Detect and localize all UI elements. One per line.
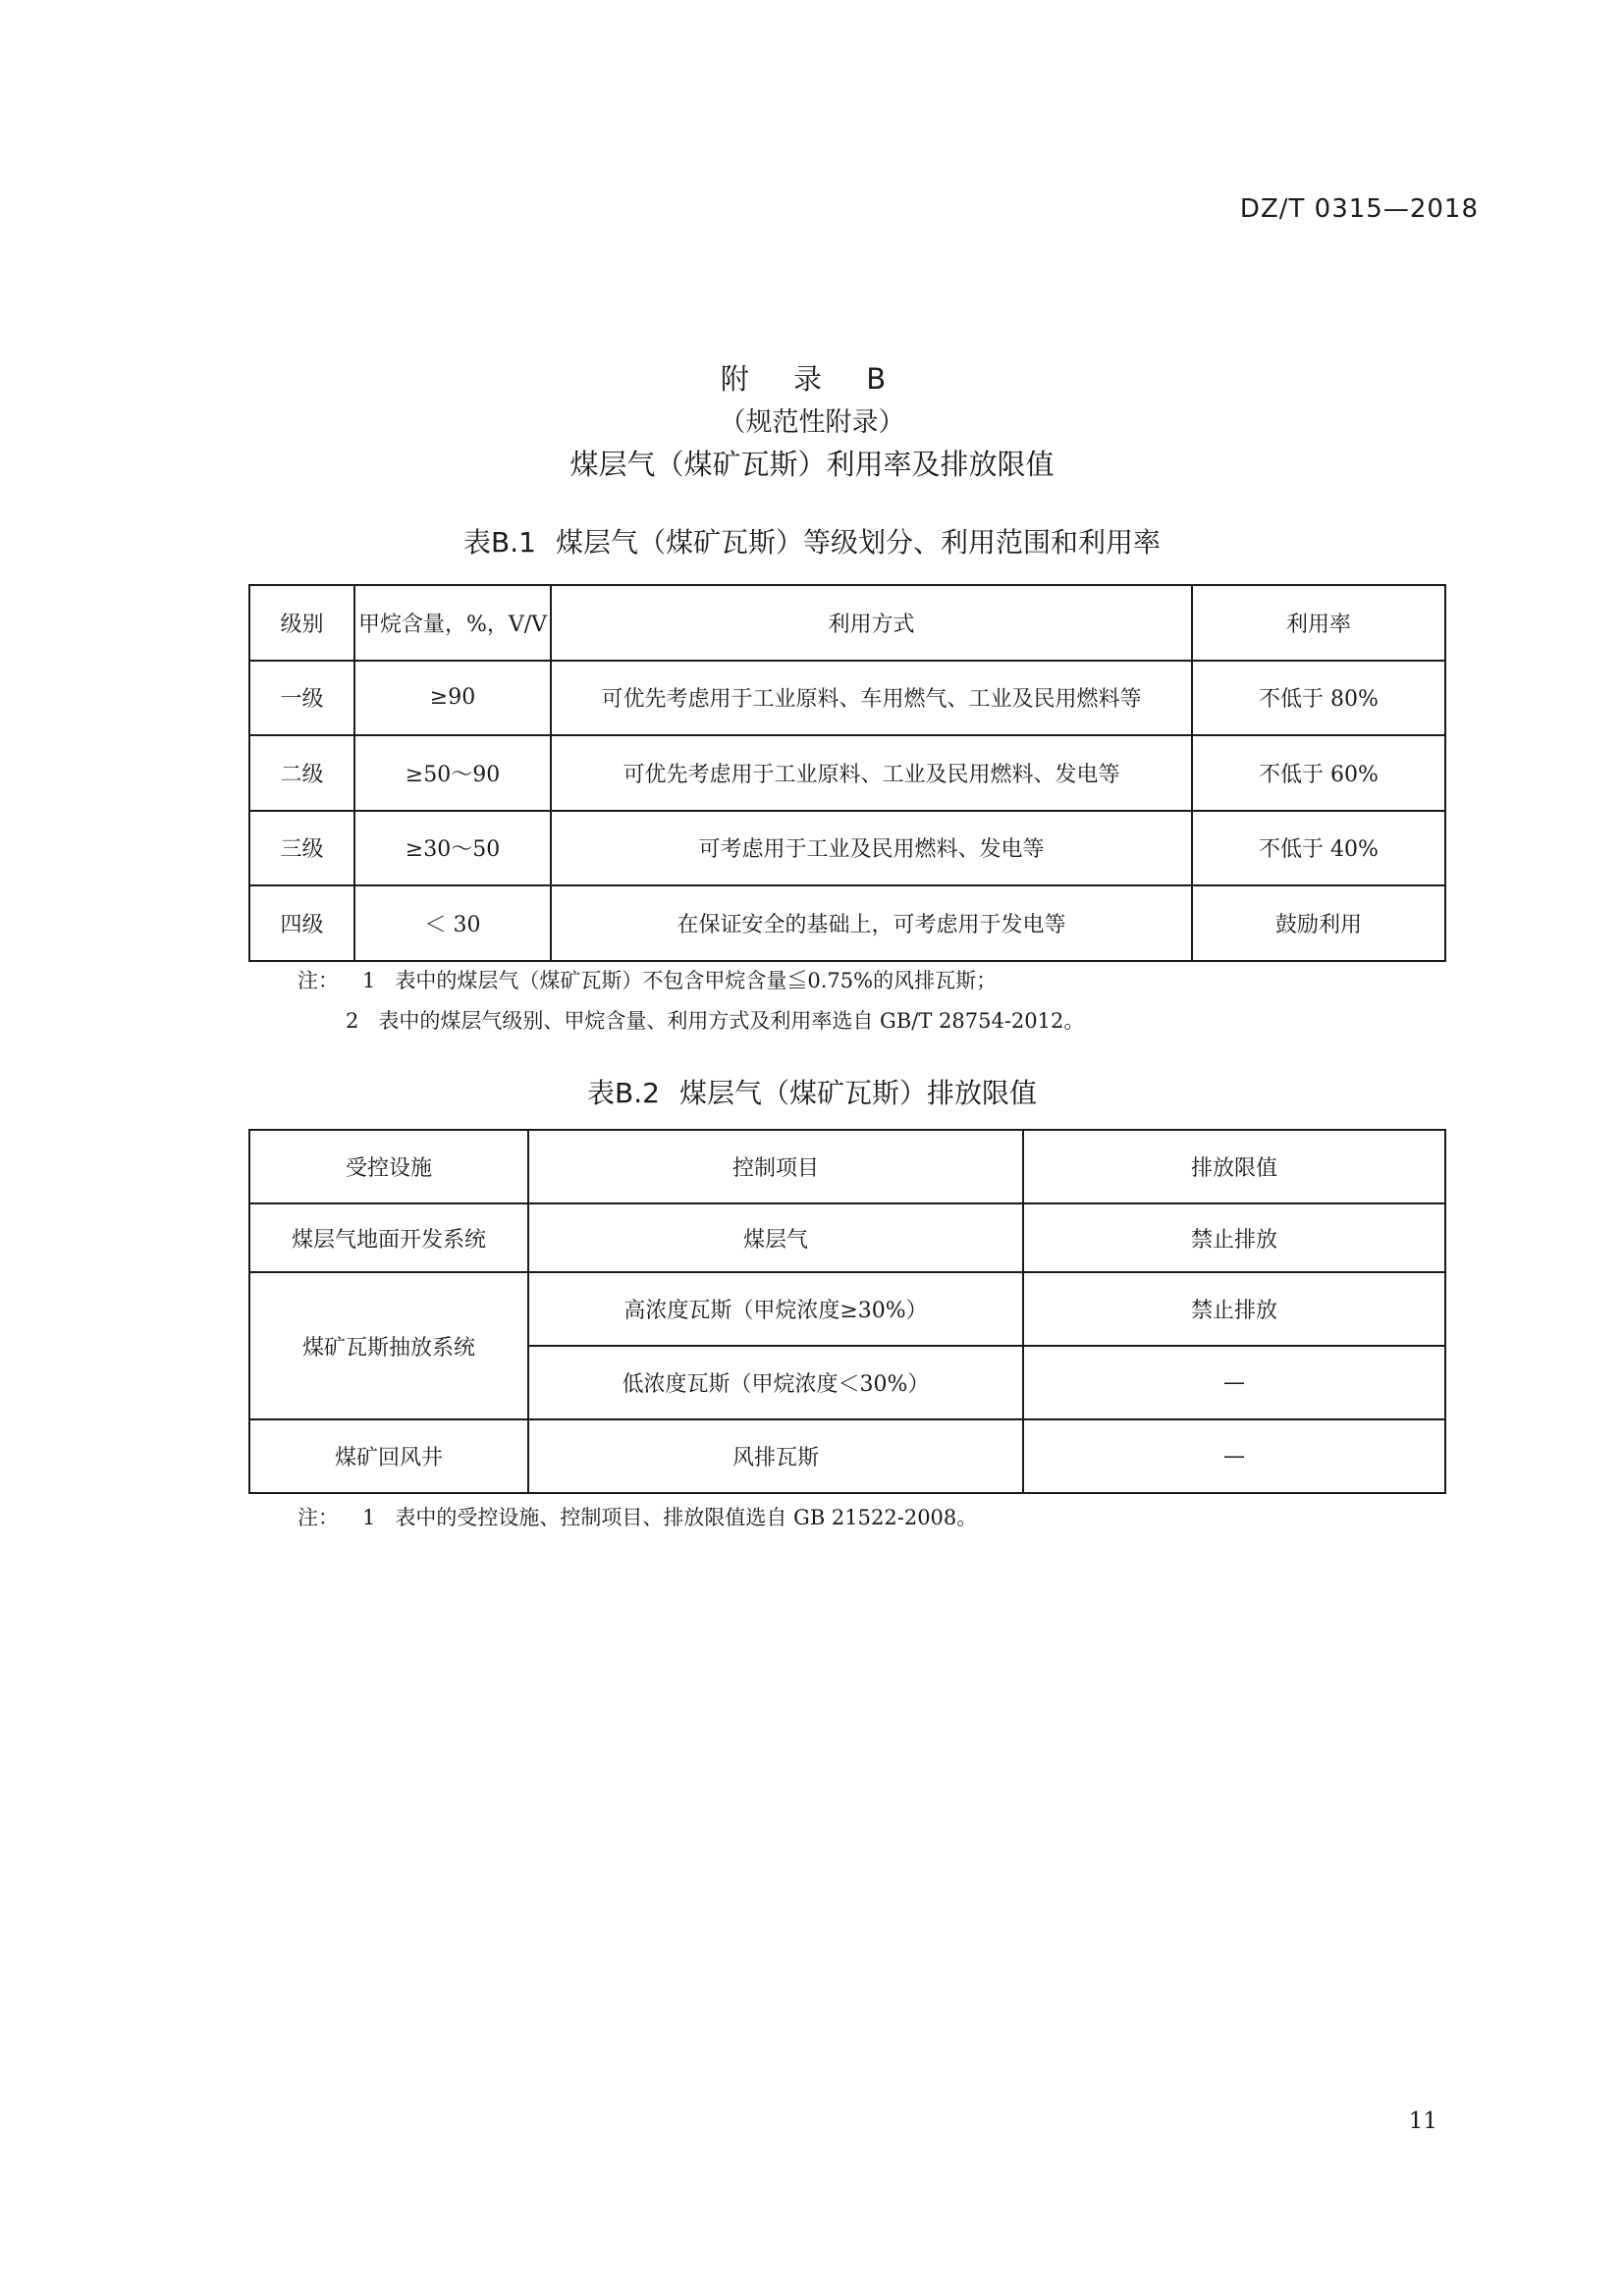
table-b2 [248,1129,1446,1494]
cell-control-item: 煤层气 [528,1203,1023,1272]
table-row [249,1203,1445,1272]
header-controlled-facility: 受控设施 [249,1130,528,1203]
cell-utilization-rate: 不低于 80% [1192,661,1445,736]
table-b1-note-2 [346,1005,1084,1035]
appendix-name: 煤层气（煤矿瓦斯）利用率及排放限值 [569,448,1055,481]
table-header-row [249,585,1445,661]
cell-facility: 煤矿瓦斯抽放系统 [249,1272,528,1419]
cell-control-item: 风排瓦斯 [528,1419,1023,1493]
note-number: 1 [362,969,376,992]
cell-utilization-rate: 不低于 40% [1192,811,1445,886]
note-text: 表中的煤层气级别、甲烷含量、利用方式及利用率选自 GB/T 28754-2012。 [378,1009,1085,1033]
cell-utilization-rate: 不低于 60% [1192,735,1445,811]
cell-emission-limit: — [1023,1419,1445,1493]
cell-level: 四级 [249,885,354,961]
header-methane-content: 甲烷含量，%，V/V [354,585,551,661]
cell-level: 一级 [249,661,354,736]
appendix-title: 附 录 B [720,362,904,396]
note-number: 1 [362,1506,376,1529]
appendix-subtitle: （规范性附录） [719,407,905,438]
table-row [249,661,1445,736]
cell-usage-method: 在保证安全的基础上，可考虑用于发电等 [551,885,1192,961]
cell-facility: 煤矿回风井 [249,1419,528,1493]
header-emission-limit: 排放限值 [1023,1130,1445,1203]
table-b1-caption-number: 表B.1 [463,526,536,559]
note-text: 表中的煤层气（煤矿瓦斯）不包含甲烷含量≦0.75%的风排瓦斯； [395,969,998,992]
page-number: 11 [1408,2109,1437,2134]
note-label: 注： [298,969,339,992]
cell-emission-limit: 禁止排放 [1023,1272,1445,1346]
table-b2-caption [0,1072,1624,1111]
header-level: 级别 [249,585,354,661]
table-b1-caption [0,521,1624,561]
cell-methane-content: ＜ 30 [354,885,551,961]
table-row [249,811,1445,886]
table-b2-caption-number: 表B.2 [587,1077,660,1109]
table-b1-note-1 [298,965,997,994]
standard-code: DZ/T 0315—2018 [1239,194,1479,224]
table-row [249,1272,1445,1346]
table-row [249,1419,1445,1493]
cell-usage-method: 可优先考虑用于工业原料、车用燃气、工业及民用燃料等 [551,661,1192,736]
table-row [249,735,1445,811]
table-b2-caption-title: 煤层气（煤矿瓦斯）排放限值 [678,1077,1037,1109]
note-number: 2 [346,1009,359,1033]
cell-methane-content: ≥90 [354,661,551,736]
cell-emission-limit: — [1023,1346,1445,1419]
cell-emission-limit: 禁止排放 [1023,1203,1445,1272]
cell-utilization-rate: 鼓励利用 [1192,885,1445,961]
table-header-row [249,1130,1445,1203]
note-text: 表中的受控设施、控制项目、排放限值选自 GB 21522-2008。 [395,1506,978,1529]
header-utilization-rate: 利用率 [1192,585,1445,661]
cell-facility: 煤层气地面开发系统 [249,1203,528,1272]
table-row [249,885,1445,961]
note-label: 注： [298,1506,339,1529]
cell-usage-method: 可优先考虑用于工业原料、工业及民用燃料、发电等 [551,735,1192,811]
table-b2-note-1 [298,1502,977,1531]
header-control-item: 控制项目 [528,1130,1023,1203]
cell-level: 二级 [249,735,354,811]
table-b1-caption-title: 煤层气（煤矿瓦斯）等级划分、利用范围和利用率 [555,526,1161,559]
cell-level: 三级 [249,811,354,886]
cell-control-item: 高浓度瓦斯（甲烷浓度≥30%） [528,1272,1023,1346]
header-usage-method: 利用方式 [551,585,1192,661]
cell-usage-method: 可考虑用于工业及民用燃料、发电等 [551,811,1192,886]
table-b1 [248,584,1446,962]
cell-methane-content: ≥50～90 [354,735,551,811]
cell-control-item: 低浓度瓦斯（甲烷浓度＜30%） [528,1346,1023,1419]
cell-methane-content: ≥30～50 [354,811,551,886]
